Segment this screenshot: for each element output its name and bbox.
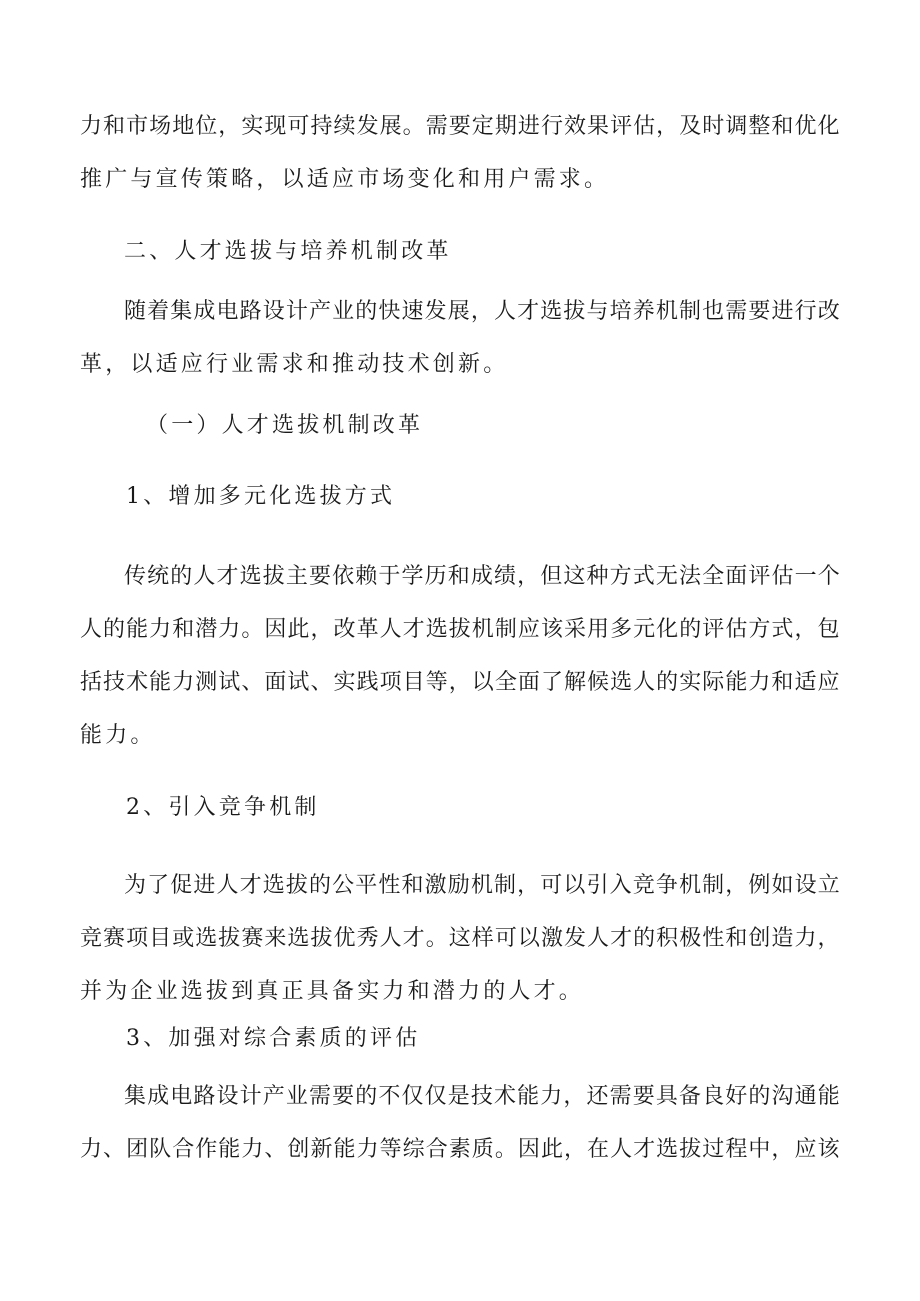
paragraph-line: 竞 赛 项 目 或 选 拔 赛 来 选 拔 优 秀 人 才 。 这 样 可 以 激 发 人 才 的 积 极 性 和 创 造 力 ， [80,926,840,951]
paragraph-line: 力 、 团 队 合 作 能 力 、 创 新 能 力 等 综 合 素 质 。 因 此 ， 在 人 才 选 拔 过 程 中 ， 应 该 [80,1137,840,1162]
paragraph-line: 力 和 市 场 地 位 ， 实 现 可 持 续 发 展 。 需 要 定 期 进 行 效 果 评 估 ， 及 时 调 整 和 优 化 [80,114,840,139]
paragraph-line: 传 统 的 人 才 选 拔 主 要 依 赖 于 学 历 和 成 绩 ， 但 这 种 方 式 无 法 全 面 评 估 一 个 [124,564,840,589]
paragraph-line: 随 着 集 成 电 路 设 计 产 业 的 快 速 发 展 ， 人 才 选 拔 与 培 养 机 制 也 需 要 进 行 改 [124,299,840,324]
paragraph-line: 推广与宣传策略，以适应市场变化和用户需求。 [80,167,610,192]
section-heading: 二、人才选拔与培养机制改革 [124,239,452,264]
paragraph-line: 能力。 [80,723,156,748]
paragraph-line: 人 的 能 力 和 潜 力 。 因 此 ， 改 革 人 才 选 拔 机 制 应 该 采 用 多 元 化 的 评 估 方 式 ， 包 [80,617,840,642]
subsection-heading: （一）人才选拔机制改革 [146,413,424,438]
paragraph-line: 并为企业选拔到真正具备实力和潜力的人才。 [80,979,585,1004]
item-heading: 3、加强对综合素质的评估 [126,1026,421,1051]
paragraph-line: 革，以适应行业需求和推动技术创新。 [80,352,509,377]
paragraph-line: 为 了 促 进 人 才 选 拔 的 公 平 性 和 激 励 机 制 ， 可 以 引 入 竞 争 机 制 ， 例 如 设 立 [124,873,840,898]
item-heading: 1、增加多元化选拔方式 [126,484,396,509]
item-heading: 2、引入竞争机制 [126,795,320,820]
paragraph-line: 集 成 电 路 设 计 产 业 需 要 的 不 仅 仅 是 技 术 能 力 ， 还 需 要 具 备 良 好 的 沟 通 能 [124,1084,840,1109]
paragraph-line: 括 技 术 能 力 测 试 、 面 试 、 实 践 项 目 等 ， 以 全 面 了 解 候 选 人 的 实 际 能 力 和 适 应 [80,670,840,695]
